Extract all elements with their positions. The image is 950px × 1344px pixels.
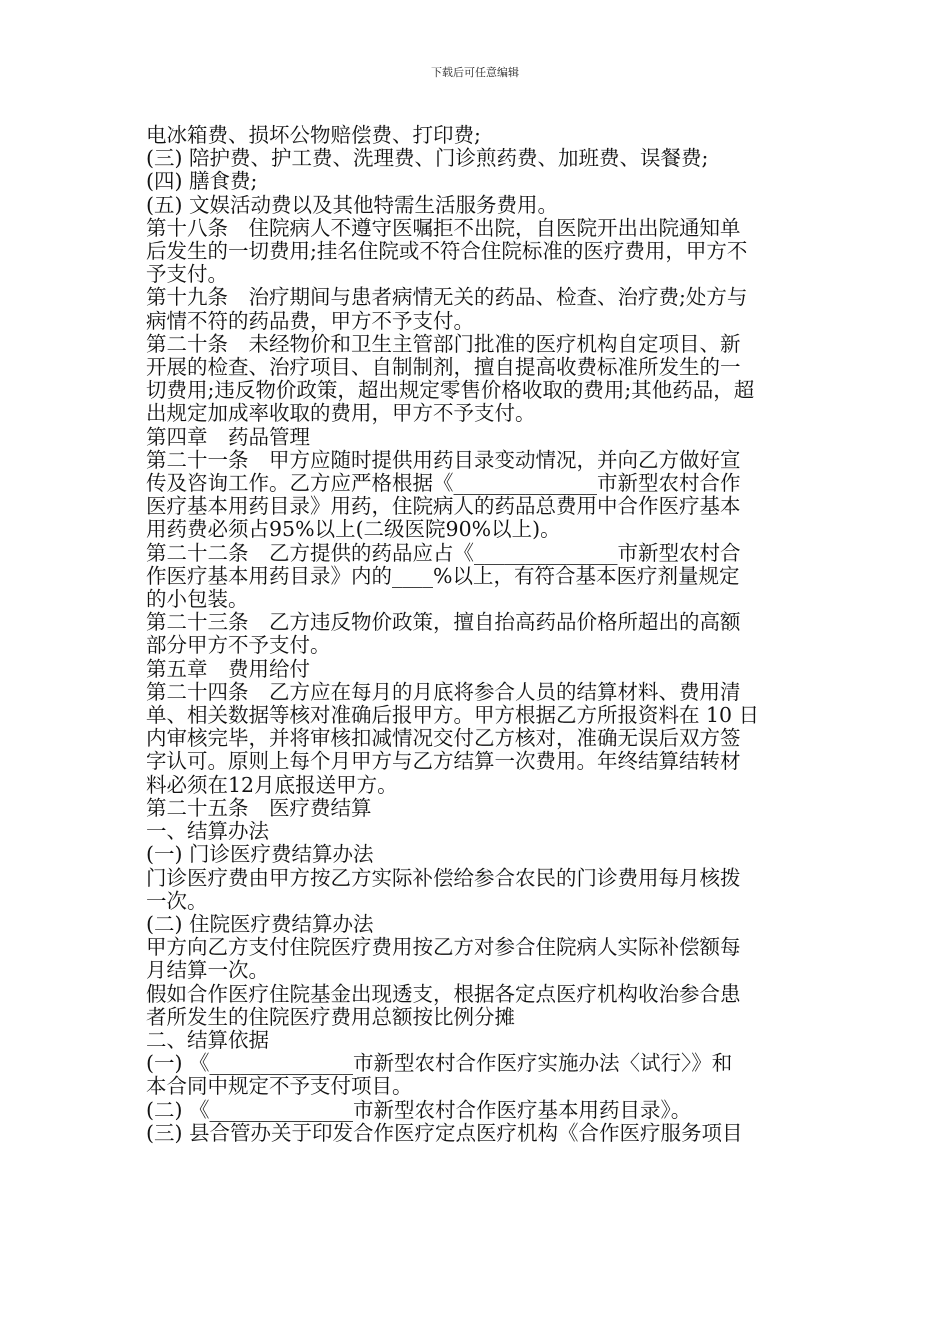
text-line: 部分甲方不予支付。 — [146, 633, 331, 658]
text-line: 内审核完毕，并将审核扣减情况交付乙方核对，准确无误后双方签 — [146, 726, 741, 751]
article-21-line: 第二十一条 甲方应随时提供用药目录变动情况，并向乙方做好宣 — [146, 447, 741, 472]
text-line: 出规定加成率收取的费用，甲方不予支付。 — [146, 401, 536, 426]
text-line: (五) 文娱活动费以及其他特需生活服务费用。 — [146, 192, 559, 217]
text-line: 字认可。原则上每个月甲方与乙方结算一次费用。年终结算结转材 — [146, 749, 741, 774]
text-line: 月结算一次。 — [146, 958, 269, 983]
text-line: 本合同中规定不予支付项目。 — [146, 1074, 413, 1099]
section-heading: 一、结算办法 — [146, 819, 269, 844]
text-line: (二) 《______________市新型农村合作医疗基本用药目录》。 — [146, 1097, 692, 1122]
text-line: (四) 膳食费; — [146, 169, 258, 194]
text-line: 门诊医疗费由甲方按乙方实际补偿给参合农民的门诊费用每月核拨 — [146, 865, 741, 890]
text-line: 电冰箱费、损坏公物赔偿费、打印费; — [146, 123, 481, 147]
text-line: 传及咨询工作。乙方应严格根据《______________市新型农村合作 — [146, 471, 741, 496]
article-24-line: 第二十四条 乙方应在每月的月底将参合人员的结算材料、费用清 — [146, 679, 741, 704]
text-line: 料必须在12月底报送甲方。 — [146, 772, 398, 797]
article-20-line: 第二十条 未经物价和卫生主管部门批准的医疗机构自定项目、新 — [146, 331, 741, 356]
article-22-line: 第二十二条 乙方提供的药品应占《______________市新型农村合 — [146, 540, 741, 565]
document-body — [146, 124, 808, 1145]
subsection-heading: (一) 门诊医疗费结算办法 — [146, 842, 374, 867]
text-line: 作医疗基本用药目录》内的____%以上，有符合基本医疗剂量规定 — [146, 563, 740, 588]
subsection-heading: (二) 住院医疗费结算办法 — [146, 911, 374, 936]
text-line: 的小包装。 — [146, 587, 249, 612]
chapter-5-heading: 第五章 费用给付 — [146, 656, 310, 681]
article-18-line: 第十八条 住院病人不遵守医嘱拒不出院，自医院开出出院通知单 — [146, 215, 741, 240]
article-19-line: 第十九条 治疗期间与患者病情无关的药品、检查、治疗费;处方与 — [146, 285, 748, 310]
text-line: (三) 县合管办关于印发合作医疗定点医疗机构《合作医疗服务项目 — [146, 1120, 743, 1145]
article-23-line: 第二十三条 乙方违反物价政策，擅自抬高药品价格所超出的高额 — [146, 610, 741, 635]
text-line: 病情不符的药品费，甲方不予支付。 — [146, 308, 474, 333]
text-line: 甲方向乙方支付住院医疗费用按乙方对参合住院病人实际补偿额每 — [146, 935, 741, 960]
text-line: 一次。 — [146, 888, 208, 913]
article-25-heading: 第二十五条 医疗费结算 — [146, 795, 372, 820]
text-line: (一) 《______________市新型农村合作医疗实施办法〈试行〉》和 — [146, 1051, 733, 1076]
text-line: 后发生的一切费用;挂名住院或不符合住院标准的医疗费用，甲方不 — [146, 239, 748, 264]
text-line: 医疗基本用药目录》用药，住院病人的药品总费用中合作医疗基本 — [146, 494, 741, 519]
chapter-4-heading: 第四章 药品管理 — [146, 424, 310, 449]
text-line: (三) 陪护费、护工费、洗理费、门诊煎药费、加班费、误餐费; — [146, 146, 709, 171]
text-line: 开展的检查、治疗项目、自制制剂，擅自提高收费标准所发生的一 — [146, 355, 741, 380]
text-line: 假如合作医疗住院基金出现透支，根据各定点医疗机构收治参合患 — [146, 981, 741, 1006]
text-line: 予支付。 — [146, 262, 228, 287]
section-heading: 二、结算依据 — [146, 1027, 269, 1052]
text-line: 切费用;违反物价政策，超出规定零售价格收取的费用;其他药品，超 — [146, 378, 755, 403]
page-header: 下载后可任意编辑 — [431, 66, 519, 79]
text-line: 用药费必须占95%以上(二级医院90%以上)。 — [146, 517, 561, 542]
text-line: 单、相关数据等核对准确后报甲方。甲方根据乙方所报资料在 10 日 — [146, 703, 760, 728]
text-line: 者所发生的住院医疗费用总额按比例分摊 — [146, 1004, 515, 1029]
